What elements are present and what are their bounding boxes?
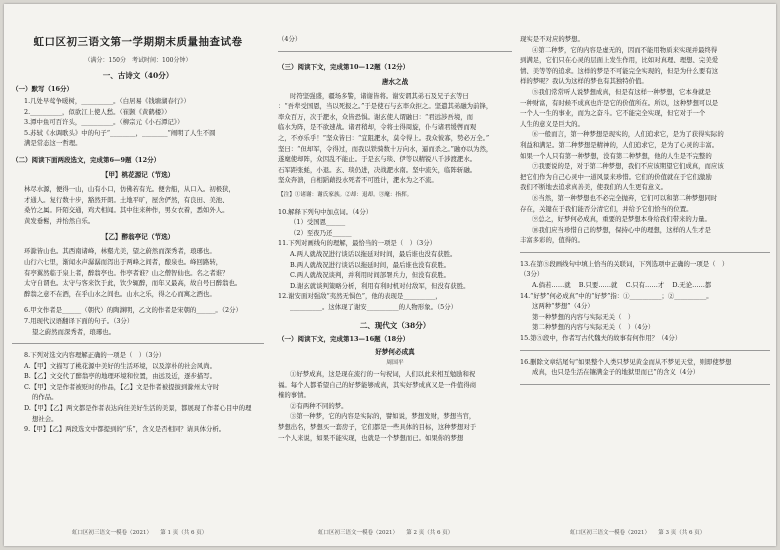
essay-author: 周国平 bbox=[386, 360, 404, 367]
footnote: 【注】①诸谢：谢氏家族。②却：退却。③麾：指挥。 bbox=[278, 191, 413, 198]
section-2-heading: （二）阅读下面两段选文，完成第6—9题（12分） bbox=[12, 155, 161, 164]
question-line: 7.用现代汉语翻译下面的句子。（3分） bbox=[24, 316, 134, 325]
text-a-line: 黄发垂髫，并怡然自乐。 bbox=[24, 216, 95, 225]
essay-line: ⑤我们常常听人说梦想成真，但是有这样一种梦想，它本身就是 bbox=[532, 87, 711, 96]
option-c: C.只有……才 bbox=[625, 281, 665, 290]
essay-line: 情、美等等的追求。这样的梦是不可能完全实现的，但是为什么要有这 bbox=[520, 66, 719, 75]
essay-title: 好梦何必成真 bbox=[375, 348, 415, 357]
section-3-title: 唐水之战 bbox=[381, 77, 409, 86]
answer-line[interactable] bbox=[278, 51, 512, 52]
page-footer: 虹口区初三语文一模卷（2021） 第 2 页（共 6 页） bbox=[318, 530, 454, 536]
passage-line: 遂麾使却阵，众因乱不能止。于是玄与琰、伊等以精锐八千涉渡淝水。 bbox=[278, 155, 477, 164]
question-line: 望之蔚然而深秀者，琅琊也。 bbox=[32, 327, 116, 336]
answer-line[interactable] bbox=[520, 384, 770, 385]
question-15: 15.第⑤段中，作者写古代魏夫的故事有何作用？（4分） bbox=[520, 334, 682, 343]
page-1 bbox=[12, 4, 264, 546]
question-12-cont: __________。这体现了谢安__________的人物形象。（5分） bbox=[290, 302, 458, 311]
essay-line: 丰富多彩的，值得的。 bbox=[520, 236, 584, 245]
question-13: 13.在第⑤段画线句中填上恰当的关联词，下列选项中正确的一项是（ ） bbox=[520, 259, 729, 268]
option-line: C.【甲】文是作者被贬时的作品，【乙】文是作者被提拔到滁州太守时 bbox=[24, 382, 220, 391]
option-line: 的作品。 bbox=[32, 393, 58, 402]
question-16-cont: 成真，也只是生活在镶满金子的地狱里而已”的含义（4分） bbox=[532, 368, 700, 377]
text-b-line: 太守自谓也。太守与客来饮于此，饮少辄醉，而年又最高，故自号曰醉翁也。 bbox=[24, 279, 242, 288]
essay-line: 存在，关键在于我们能否分清它们，并给予它们恰当的位置。 bbox=[520, 204, 693, 213]
essay-line: 福。每个人都希望自己的好梦能够成真，其实好梦成真又是一件值得商 bbox=[278, 380, 477, 389]
essay-line: 梦想出名，梦想买一套房子，它们都是一些具体的目标，这种梦想对于 bbox=[278, 423, 477, 432]
text-b-line: 有亭翼然临于泉上者，醉翁亭也。作亭者谁？山之僧智仙也。名之者谁？ bbox=[24, 268, 229, 277]
text-b-line: 醉翁之意不在酒，在乎山水之间也。山水之乐，得之心而寓之酒也。 bbox=[24, 289, 216, 298]
essay-line: 一个人来说，如果不能实现，也就是一个梦想而已。如果你的梦想 bbox=[278, 433, 464, 442]
option-line: C.两人就战况谈判，并利用时间部署兵力，但没有获胜。 bbox=[290, 271, 451, 280]
option-line: D.谢玄就谈判策略分析，利用有利时机对付敌军，但没有获胜。 bbox=[290, 281, 470, 290]
option-line: B.两人就战况进行谈话以拖延时间，最后谁也没有获胜。 bbox=[290, 260, 451, 269]
divider bbox=[520, 252, 770, 253]
question-14-line: 这两种“梦想”（4分） bbox=[532, 302, 594, 311]
essay-line: 如果一个人只有第一种梦想，没有第二种梦想，他的人生是不完整的 bbox=[520, 151, 712, 160]
option-a: A.倘若……就 bbox=[532, 281, 571, 290]
option-line: A.两人就战况进行谈话以拖延对时间，最后谁也没有获胜。 bbox=[290, 249, 457, 258]
essay-line: 到满足，它们只在心灵的层面上发生作用，比如对真理、理想、完美爱 bbox=[520, 56, 719, 65]
question-16: 16.删除文章结尾句“如果整个人类只梦见黄金而从不梦见天堂，则即使梦想 bbox=[520, 357, 732, 366]
dictation-line: 满是常态这一哲理。 bbox=[24, 139, 82, 148]
essay-line: 利益和满足。第二种梦想是精神的，人们追求它，是为了心灵的丰富。 bbox=[520, 140, 719, 149]
section-3-heading: （三）阅读下文，完成第10—12题（12分） bbox=[278, 62, 410, 71]
passage-line: 时符坚强盛，疆场多警，诸谢皆将。谢安谓其弟石及兄子玄等曰 bbox=[290, 91, 469, 100]
passage-line: ：“吾辈受国恩，当以死报之。”于是使石与玄率众拒之。坚遣其弟融为前锋， bbox=[278, 102, 493, 111]
exam-title: 虹口区初三语文第一学期期末质量抽查试卷 bbox=[33, 36, 243, 48]
option-line: 想社会。 bbox=[32, 414, 58, 423]
passage-line: 坚曰：“但却军，令得过，而我以铁骑数十万向水，逼而杀之。”融亦以为然， bbox=[278, 144, 493, 153]
dictation-line: 5.苏轼《水调歌头》中的句子“________，________”阐明了人生不圆 bbox=[24, 128, 216, 137]
page-2 bbox=[278, 4, 512, 546]
section-1-heading: （一）默写（16分） bbox=[12, 85, 74, 93]
essay-line: 人生的意义是巨大的。 bbox=[520, 119, 584, 128]
question-12: 12.谢安面对强敌“夷然无惧色”，他的表现是__________， bbox=[278, 292, 442, 301]
text-a-line: 林尽水源，便得一山，山有小口，仿佛若有光。便舍船，从口入。初极狭， bbox=[24, 184, 235, 193]
page-3 bbox=[520, 4, 770, 546]
text-b-title: 【乙】醉翁亭记（节选） bbox=[101, 233, 175, 242]
option-d: D.无论……都 bbox=[672, 281, 712, 290]
text-a-line: 才通人。复行数十步，豁然开朗。土地平旷，屋舍俨然，有良田、美池、 bbox=[24, 195, 229, 204]
page-footer: 虹口区初三语文一模卷（2021） 第 1 页（共 6 页） bbox=[72, 530, 208, 536]
question-10-item[interactable]: （1）受国恩______ bbox=[290, 218, 346, 227]
essay-line: 样的梦呢？我认为这样的梦也有其独特价值。 bbox=[520, 77, 648, 86]
essay-line: 一种财富，有时候不成真也许是它的价值所在。所以，这种梦想可以是 bbox=[520, 98, 719, 107]
essay-line: ⑨总之，好梦何必成真，重要的是梦想本身给我们带来的力量。 bbox=[532, 215, 711, 224]
part-2-heading: 二、现代文（38分） bbox=[359, 321, 431, 331]
text-b-line: 环滁皆山也。其西南诸峰，林壑尤美，望之蔚然而深秀者，琅琊也。 bbox=[24, 247, 216, 256]
exam-subtitle: （满分：150分 考试时间：100分钟） bbox=[84, 57, 192, 64]
passage-line: 之，不亦乐乎！”坚众皆曰：“宜阻淝水，莫令得上。我众彼寡，势必万全。” bbox=[278, 133, 490, 142]
question-line: 8.下列对选文内容理解正确的一项是（ ）（3分） bbox=[24, 351, 166, 360]
answer-line[interactable] bbox=[12, 343, 264, 344]
essay-line: ②有两种不同的梦。 bbox=[290, 401, 348, 410]
text-a-line: 桑竹之属。阡陌交通，鸡犬相闻。其中往来种作，男女衣着，悉如外人。 bbox=[24, 206, 229, 215]
dictation-line: 1.几处早莺争暖树，__________。（白居易《钱塘湖春行》） bbox=[24, 97, 190, 105]
essay-line: 把它们作为自己心灵中一道风景来珍惜。它们的价值就在于它们激励 bbox=[520, 172, 712, 181]
question-13-score: （3分） bbox=[520, 270, 544, 279]
question-14-line[interactable]: 第一种梦想的内容与实际无关（ ） bbox=[532, 312, 635, 321]
essay-line: ⑧当然，第一种梦想也不必完全抛弃，它们可以和第二种梦想同时 bbox=[532, 193, 718, 202]
text-b-line: 山行六七里，渐闻水声潺潺而泻出于两峰之间者，酿泉也。峰回路转， bbox=[24, 257, 223, 266]
essay-line: ④第二种梦，它的内容是虚无的，因而不能用物质来实现并最终得 bbox=[532, 45, 718, 54]
essay-line: 一个人一生的事业，而为之奋斗。它不能完全实现，但它对于一个 bbox=[520, 109, 706, 118]
part-1-heading: 一、古诗文（40分） bbox=[102, 71, 174, 80]
score-note: （4分） bbox=[278, 35, 302, 43]
essay-line: ⑩我们应当珍惜自己的梦想，保持心中的理想，这样的人生才是 bbox=[532, 225, 711, 234]
essay-line: 现实是不对应的梦想。 bbox=[520, 35, 584, 43]
passage-line: 率众百万，次于淝水，众皆恐惧。谢玄使人谓融曰：“君远涉吾境，而 bbox=[278, 112, 473, 121]
question-line: 9.【甲】【乙】两段选文中都提到的“乐”，含义是否相同？请具体分析。 bbox=[24, 425, 226, 434]
essay-line: ①好梦成真，这是现在流行的一句祝词，人们以此来相互勉励和祝 bbox=[290, 370, 476, 379]
essay-line: ③第一种梦，它的内容是实际的，譬如说，梦想发财，梦想当官， bbox=[290, 412, 476, 421]
option-line: A.【甲】文描写了桃花源中美好的生活环境，以及淳朴的社会风尚。 bbox=[24, 361, 216, 370]
option-line: D.【甲】【乙】两文都是作者表达向往美好生活的美景，都展现了作者心目中的理 bbox=[24, 404, 252, 413]
question-14: 14.“好梦”何必成真”中的“好梦”指：①__________；②__________。 bbox=[520, 291, 713, 300]
page-footer: 虹口区初三语文一模卷（2021） 第 3 页（共 6 页） bbox=[570, 530, 706, 536]
question-10: 10.解释下列句中加点词。（4分） bbox=[278, 207, 373, 216]
modern-section-heading: （一）阅读下文，完成第13—16题（18分） bbox=[278, 335, 410, 344]
passage-line: 临水为阵，是不欲速战。诸君稍却，令将士得周旋，仆与诸君缓辔而观 bbox=[278, 123, 477, 132]
dictation-line: 3.潭中鱼可百许头，__________。（柳宗元《小石潭记》） bbox=[24, 118, 184, 127]
essay-line: 我们不断地去追求真善美，使我们的人生更有意义。 bbox=[520, 183, 667, 192]
question-14-line[interactable]: 第二种梦想的内容与实际无关（ ）（4分） bbox=[532, 323, 655, 332]
passage-line: 石军距张蚝，小退。玄、琰仍进，决战淝水南。坚中流矢，临阵斩融。 bbox=[278, 165, 477, 174]
question-13-options bbox=[520, 280, 770, 291]
passage-line: 坚众奔溃，自相蹈藉投水死者不可胜计，淝水为之不流。 bbox=[278, 176, 438, 185]
essay-line: ⑥一般而言，第一种梦想是现实的，人们追求它，是为了获得实际的 bbox=[532, 130, 724, 139]
answer-line[interactable] bbox=[520, 350, 770, 351]
essay-line: 榷的事情。 bbox=[278, 391, 310, 400]
question-10-item[interactable]: （2）至夜乃还______ bbox=[290, 228, 352, 237]
option-b: B.只要……就 bbox=[578, 281, 618, 290]
question-11: 11.下列对画线句的理解，最恰当的一项是（ ）（3分） bbox=[278, 239, 437, 248]
exam-sheet bbox=[4, 4, 776, 546]
essay-line: ⑦我要说的是，对于第二种梦想，我们不应该期望它们成真，而应该 bbox=[532, 162, 724, 171]
text-a-title: 【甲】桃花源记（节选） bbox=[101, 170, 175, 179]
question-line: 6.甲文作者是______（朝代）的陶渊明，乙文的作者是宋朝的______。（2分） bbox=[24, 306, 242, 315]
option-line: B.【乙】文交代了醉翁亭的地理环境和位置，由远及近，逐步描写。 bbox=[24, 372, 217, 381]
dictation-line: 2.__________，似欲江上使人愁。（崔颢《黄鹤楼》） bbox=[24, 107, 171, 116]
